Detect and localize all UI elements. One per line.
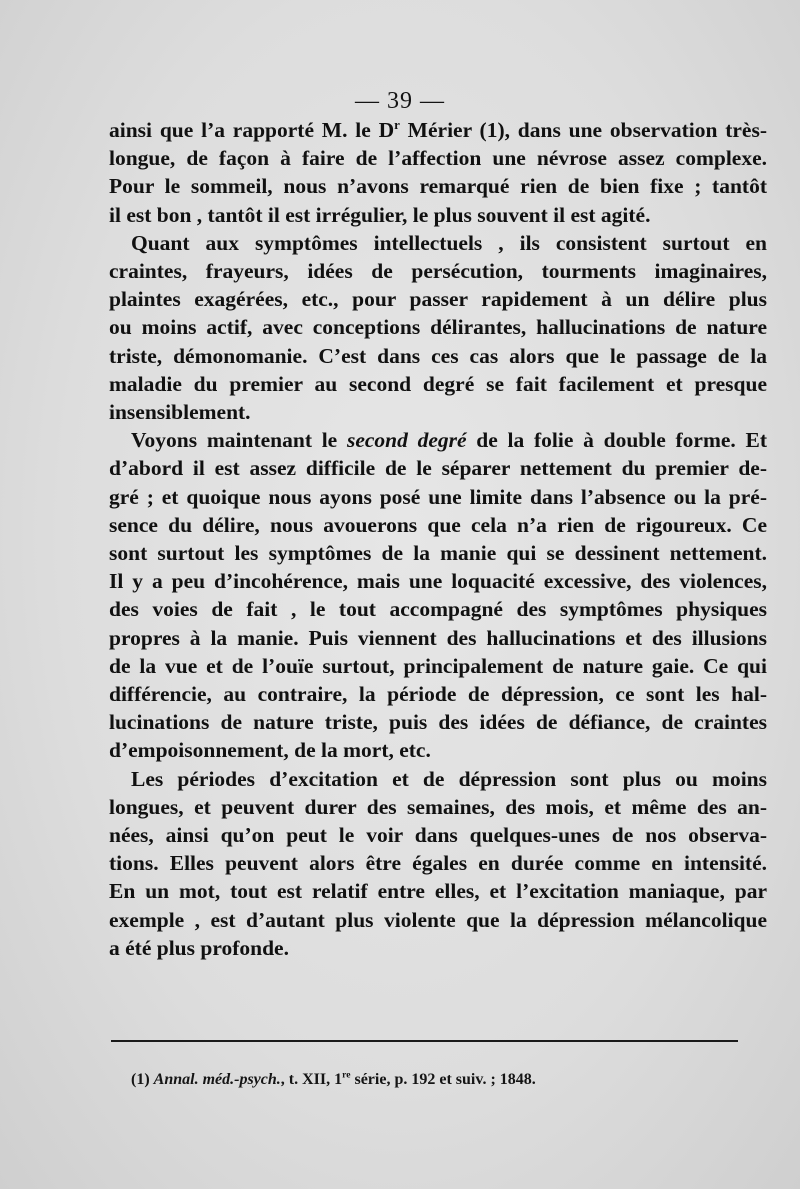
text-line: d’abord il est assez difficile de le séparer nettement du premier de- bbox=[109, 456, 767, 481]
text-line: Les périodes d’excitation et de dépression sont plus ou moins bbox=[131, 766, 767, 791]
paragraph-3 bbox=[109, 426, 767, 764]
text-line: a été plus profonde. bbox=[109, 935, 289, 960]
page-number: — 39 — bbox=[355, 88, 445, 114]
text-line: d’empoisonnement, de la mort, etc. bbox=[109, 738, 431, 763]
text-line: propres à la manie. Puis viennent des hallucinations et des illusions bbox=[109, 625, 767, 650]
text-line: sence du délire, nous avouerons que cela n’a rien de rigoureux. Ce bbox=[109, 512, 767, 537]
text-fragment: Mérier (1), dans une observation très- bbox=[399, 118, 767, 142]
italic-text: second degré bbox=[346, 428, 467, 453]
text-line: En un mot, tout est relatif entre elles, et l’excitation maniaque, par bbox=[109, 879, 767, 904]
paragraph-2 bbox=[109, 229, 767, 426]
text-line: Quant aux symptômes intellectuels , ils consistent surtout en bbox=[131, 230, 767, 255]
text-line: nées, ainsi qu’on peut le voir dans quelques-unes de nos observa- bbox=[109, 823, 767, 848]
text-line bbox=[109, 116, 767, 144]
text-line bbox=[109, 426, 767, 454]
paragraph-1 bbox=[109, 116, 767, 229]
text-line: il est bon , tantôt il est irrégulier, le plus souvent il est agité. bbox=[109, 202, 651, 227]
text-line: triste, démonomanie. C’est dans ces cas alors que le passage de la bbox=[109, 343, 767, 368]
text-line: différencie, au contraire, la période de dépression, ce sont les hal- bbox=[109, 682, 767, 707]
footnote-journal: Annal. méd.-psych. bbox=[153, 1071, 281, 1088]
footnote-rule bbox=[111, 1040, 738, 1042]
text-line: lucinations de nature triste, puis des idées de défiance, de craintes bbox=[109, 710, 767, 735]
footnote bbox=[131, 1071, 536, 1089]
text-line: exemple , est d’autant plus violente que la dépression mélancolique bbox=[109, 907, 767, 932]
footnote-text: , t. XII, 1 bbox=[280, 1071, 343, 1088]
text-line: craintes, frayeurs, idées de persécution, tourments imaginaires, bbox=[109, 259, 767, 284]
text-line: gré ; et quoique nous ayons posé une limite dans l’absence ou la pré- bbox=[109, 484, 767, 509]
text-fragment: Voyons maintenant le bbox=[131, 428, 347, 453]
superscript: re bbox=[342, 1069, 351, 1081]
superscript: r bbox=[394, 117, 400, 132]
text-line: Il y a peu d’incohérence, mais une loquacité excessive, des violences, bbox=[109, 569, 767, 594]
text-line: longue, de façon à faire de l’affection une névrose assez complexe. bbox=[109, 146, 767, 171]
text-line: de la vue et de l’ouïe surtout, principalement de nature gaie. Ce qui bbox=[109, 653, 767, 678]
text-fragment: de la folie à double forme. Et bbox=[466, 428, 767, 453]
text-fragment: ainsi que l’a rapporté M. le D bbox=[109, 118, 395, 142]
body-text bbox=[109, 116, 767, 962]
text-line: tions. Elles peuvent alors être égales en durée comme en intensité. bbox=[109, 851, 767, 876]
text-line: Pour le sommeil, nous n’avons remarqué rien de bien fixe ; tantôt bbox=[109, 174, 767, 199]
text-line: plaintes exagérées, etc., pour passer rapidement à un délire plus bbox=[109, 287, 767, 312]
text-line: maladie du premier au second degré se fait facilement et presque bbox=[109, 371, 767, 396]
text-line: longues, et peuvent durer des semaines, des mois, et même des an- bbox=[109, 794, 767, 819]
text-line: ou moins actif, avec conceptions délirantes, hallucinations de nature bbox=[109, 315, 767, 340]
paragraph-4 bbox=[109, 765, 767, 962]
text-line: des voies de fait , le tout accompagné des symptômes physiques bbox=[109, 597, 767, 622]
text-line: sont surtout les symptômes de la manie qui se dessinent nettement. bbox=[109, 541, 767, 566]
footnote-marker: (1) bbox=[131, 1071, 150, 1088]
text-line: insensiblement. bbox=[109, 400, 251, 425]
footnote-text: série, p. 192 et suiv. ; 1848. bbox=[350, 1071, 536, 1088]
